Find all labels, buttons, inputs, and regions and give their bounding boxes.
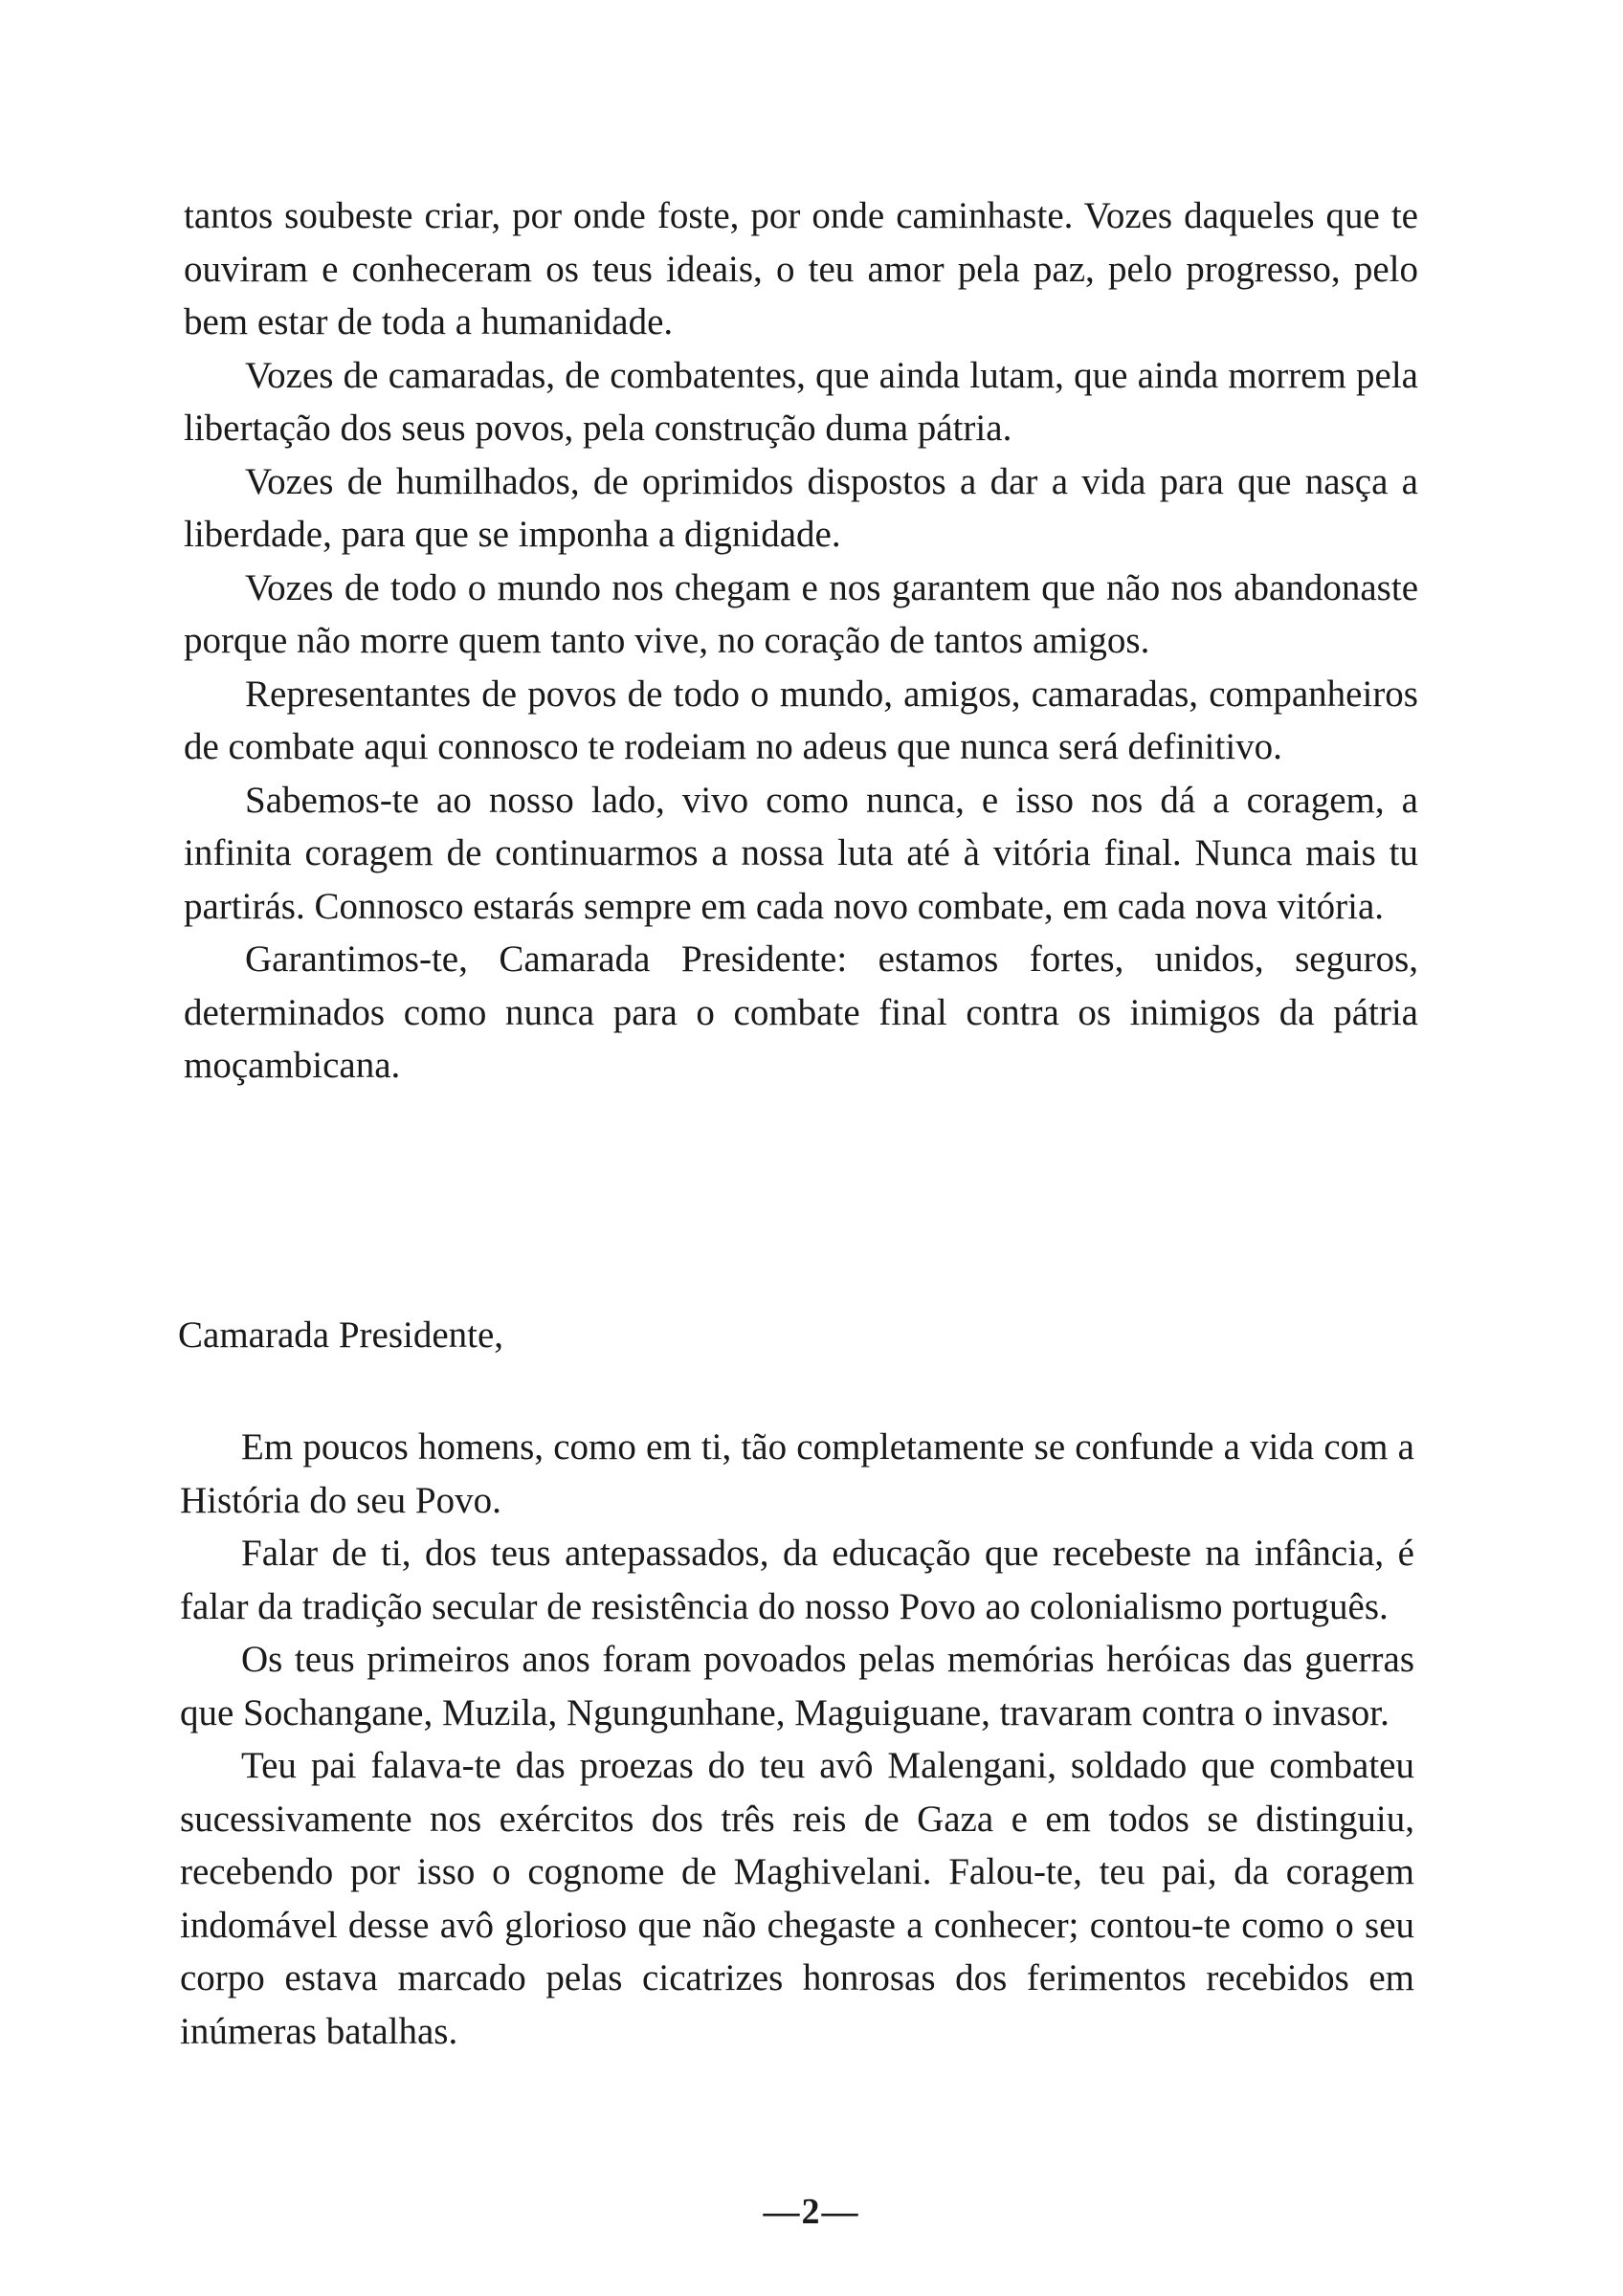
paragraph: Garantimos-te, Camarada Presidente: estamos fortes, unidos, seguros, determinados como nunca para o combate final contra os inimigos da pátria moçambicana.: [184, 938, 1418, 1086]
paragraph: Vozes de camaradas, de combatentes, que ainda lutam, que ainda morrem pela libertação dos seus povos, pela construção duma pátria.: [184, 354, 1418, 449]
paragraph: Em poucos homens, como em ti, tão completamente se confunde a vida com a História do seu Povo.: [180, 1426, 1414, 1521]
body-section-1: [184, 189, 1418, 1093]
paragraph: tantos soubeste criar, por onde foste, por onde caminhaste. Vozes daqueles que te ouviram e conheceram os teus ideais, o teu amor pela paz, pelo progresso, pelo bem estar de toda a humanidade.: [184, 195, 1418, 342]
paragraph: Representantes de povos de todo o mundo, amigos, camaradas, companheiros de combate aqui connosco te rodeiam no adeus que nunca será definitivo.: [184, 673, 1418, 767]
paragraph: Vozes de todo o mundo nos chegam e nos garantem que não nos abandonaste porque não morre quem tanto vive, no coração de tantos amigos.: [184, 566, 1418, 661]
paragraph: Teu pai falava-te das proezas do teu avô Malengani, soldado que combateu sucessivamente nos exércitos dos três reis de Gaza e em todos se distinguiu, recebendo por isso o cognome de Maghivelani. Falou-te, teu pai, da coragem indomável desse avô glorioso que não chegaste a conhecer; contou-te como o seu corpo estava marcado pelas cicatrizes honrosas dos ferimentos recebidos em inúmeras batalhas.: [180, 1745, 1414, 2052]
paragraph: Sabemos-te ao nosso lado, vivo como nunca, e isso nos dá a coragem, a infinita coragem de continuarmos a nossa luta até à vitória final. Nunca mais tu partirás. Connosco estarás sempre em cada novo combate, em cada nova vitória.: [184, 779, 1418, 927]
paragraph: Vozes de humilhados, de oprimidos dispostos a dar a vida para que nasça a liberdade, para que se imponha a dignidade.: [184, 460, 1418, 555]
page-number: —2—: [763, 2192, 860, 2232]
salutation: Camarada Presidente,: [178, 1314, 504, 1356]
paragraph: Falar de ti, dos teus antepassados, da educação que recebeste na infância, é falar da tradição secular de resistência do nosso Povo ao colonialismo português.: [180, 1533, 1414, 1627]
paragraph: Os teus primeiros anos foram povoados pelas memórias heróicas das guerras que Sochangane, Muzila, Ngungunhane, Maguiguane, travaram contra o invasor.: [180, 1639, 1414, 1733]
body-section-2: [180, 1421, 1414, 2058]
